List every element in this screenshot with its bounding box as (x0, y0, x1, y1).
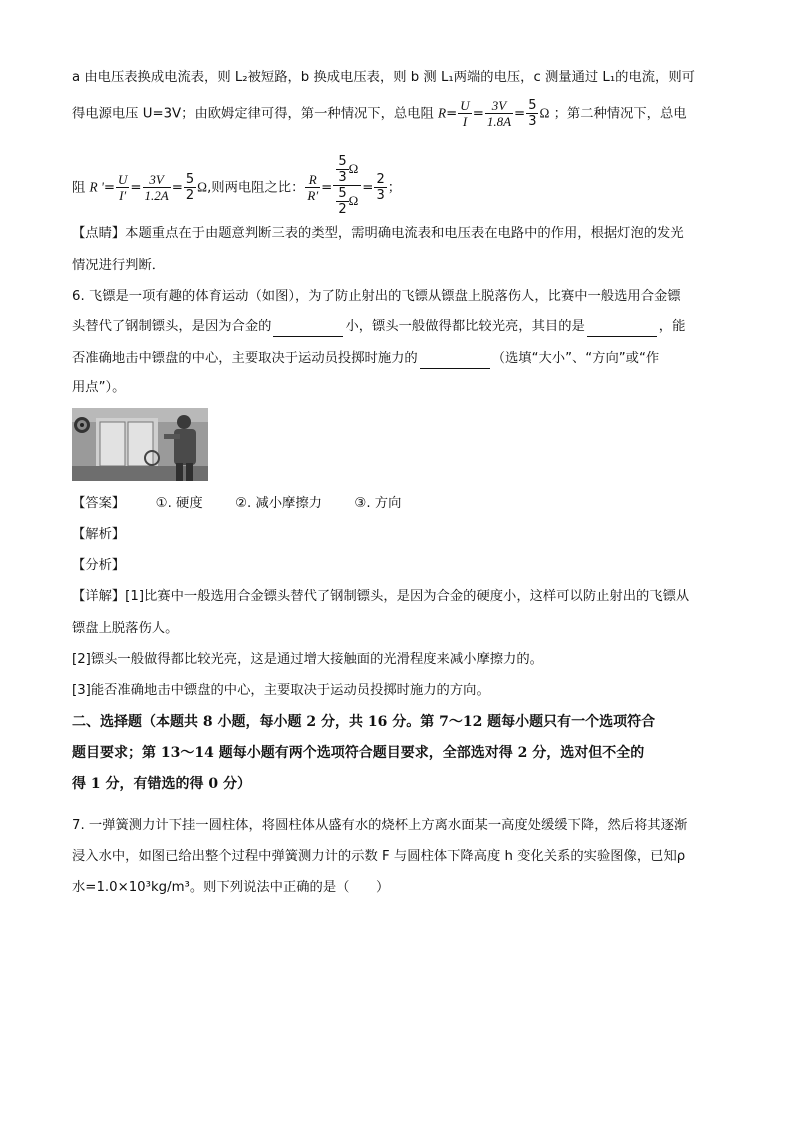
answer-2: ②. 减小摩擦力 (235, 496, 322, 511)
fenxi-label: 【分析】 (72, 558, 126, 573)
detail-line-4: [3]能否准确地击中镖盘的中心，主要取决于运动员投掷时施力的方向。 (72, 683, 490, 698)
fraction-u-over-ip: $\frac{U}{I'}$ (117, 172, 128, 203)
analysis-label: 【解析】 (72, 527, 126, 542)
question-7-line-2: 浸入水中，如图已给出整个过程中弹簧测力计的示数 F 与圆柱体下降高度 h 变化关系的实验图像，已知ρ (72, 849, 686, 864)
section-2-line-3: 得 1 分，有错选的得 0 分） (72, 776, 251, 792)
detail-line-1: 【详解】[1]比赛中一般选用合金镖头替代了钢制镖头，是因为合金的硬度小，这样可以防止射出的飞镖从 (72, 589, 690, 604)
fraction-2-over-3: $\frac{2}{3}$ (376, 172, 385, 203)
fraction-5-over-2: $\frac{5}{2}$ (185, 172, 195, 203)
compound-fraction: $\frac{5}{3}$ Ω $\frac{5}{2}$ Ω (333, 154, 361, 217)
section-2-line-2: 题目要求；第 13～14 题每小题有两个选项符合题目要求，全部选对得 2 分，选对但不全的 (72, 745, 645, 761)
dart-photo-image (72, 408, 208, 481)
question-6-line-2: 头替代了钢制镖头，是因为合金的 小，镖头一般做得都比较光亮，其目的是 ，能 (72, 317, 685, 337)
answer-blank-3 (420, 354, 490, 369)
comment-line-1: 【点睛】本题重点在于由题意判断三表的类型，需明确电流表和电压表在电路中的作用，根据灯泡的发光 (72, 226, 684, 241)
question-7-line-3: 水=1.0×10³kg/m³。则下列说法中正确的是（ ） (72, 880, 390, 895)
question-6-line-4: 用点”）。 (72, 380, 126, 395)
fraction-3v-over-12a: $\frac{3V}{1.2A}$ (144, 172, 169, 203)
answer-line: 【答案】 ①. 硬度 ②. 减小摩擦力 ③. 方向 (72, 496, 402, 511)
fraction-r-over-rp: $\frac{R}{R'}$ (307, 172, 319, 203)
section-2-line-1: 二、选择题（本题共 8 小题，每小题 2 分，共 16 分。第 7～12 题每小题只有一个选项符合 (72, 714, 656, 730)
answer-blank-2 (587, 322, 657, 337)
comment-line-2: 情况进行判断． (72, 258, 166, 273)
solution-line-3: 阻 R '= $\frac{U}{I'}$ = $\frac{3V}{1.2A}$ = $\frac{5}{2}$ Ω,则两电阻之比： $\frac{R}{R'}$ = $\frac{5}{3}$ Ω $\frac{5}{2}$ Ω = $\frac{2}{3}$ ； (72, 154, 402, 217)
solution-line-2: 得电源电压 U=3V；由欧姆定律可得，第一种情况下，总电阻 R= $\frac{U}{I}$ = $\frac{3V}{1.8A}$ = $\frac{5}{3}$ Ω ；第二种情况下，总电 (72, 98, 687, 129)
question-6-line-1: 6. 飞镖是一项有趣的体育运动（如图），为了防止射出的飞镖从镖盘上脱落伤人，比赛中一般选用合金镖 (72, 289, 681, 304)
detail-line-3: [2]镖头一般做得都比较光亮，这是通过增大接触面的光滑程度来减小摩擦力的。 (72, 652, 543, 667)
fraction-u-over-i: $\frac{U}{I}$ (460, 98, 470, 129)
answer-blank-1 (273, 322, 343, 337)
detail-line-2: 镖盘上脱落伤人。 (72, 621, 179, 636)
dart-photo (72, 408, 208, 481)
answer-1: ①. 硬度 (155, 496, 203, 511)
solution-line-1: a 由电压表换成电流表，则 L₂被短路，b 换成电压表，则 b 测 L₁两端的电压，c 测量通过 L₁的电流，则可 (72, 70, 695, 85)
fraction-3v-over-18a: $\frac{3V}{1.8A}$ (486, 98, 512, 129)
question-6-line-3: 否准确地击中镖盘的中心，主要取决于运动员投掷时施力的 （选填“大小”、“方向”或“作 (72, 349, 659, 369)
question-7-line-1: 7. 一弹簧测力计下挂一圆柱体，将圆柱体从盛有水的烧杯上方离水面某一高度处缓缓下降，然后将其逐渐 (72, 818, 688, 833)
fraction-5-over-3: $\frac{5}{3}$ (528, 98, 537, 129)
answer-3: ③. 方向 (354, 496, 402, 511)
